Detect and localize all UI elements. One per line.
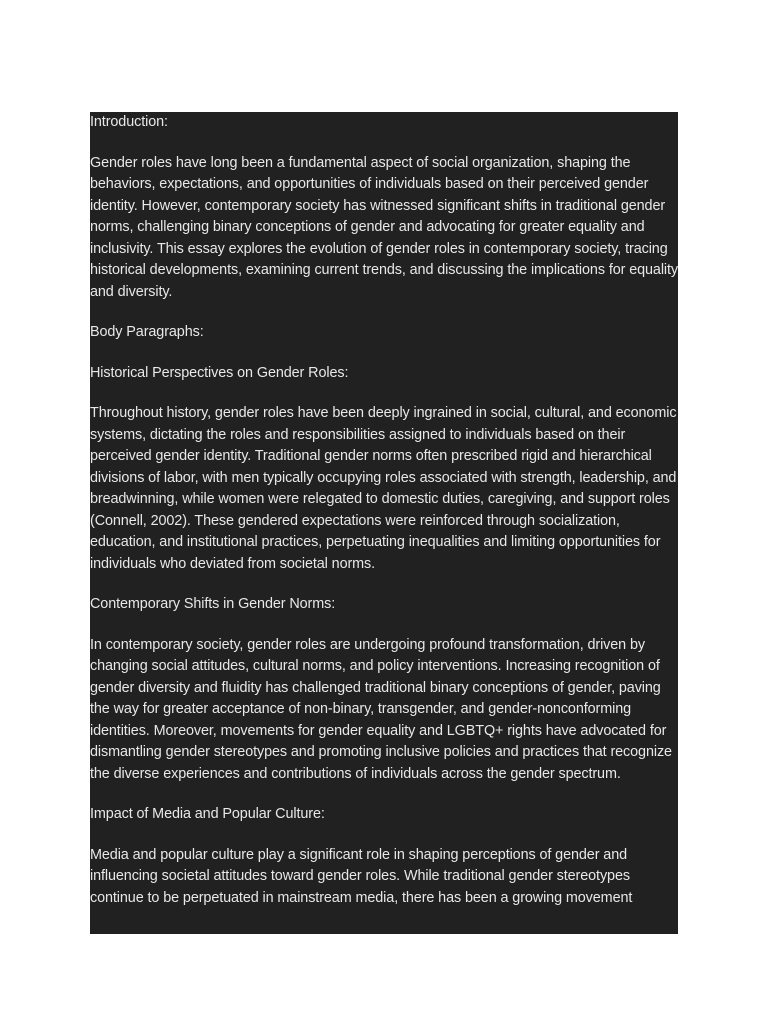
- paragraph-contemporary-shifts: In contemporary society, gender roles are undergoing profound transformation, driven by changing social attitudes, cultural norms, and policy interventions. Increasing recognition of gender diversity and fluidity has challenged traditional binary conceptions of gender, paving the way for greater acceptance of non-binary, transgender, and gender-nonconforming identities. Moreover, movements for gender equality and LGBTQ+ rights have advocated for dismantling gender stereotypes and promoting inclusive policies and practices that recognize the diverse experiences and contributions of individuals across the gender spectrum.: [90, 636, 672, 782]
- paragraph-introduction: Gender roles have long been a fundamental aspect of social organization, shaping the behaviors, expectations, and opportunities of individuals based on their perceived gender identity. However, contemporary society has witnessed significant shifts in traditional gender norms, challenging binary conceptions of gender and advocating for greater equality and inclusivity. This essay explores the evolution of gender roles in contemporary society, tracing historical developments, examining current trends, and discussing the implications for equality and diversity.: [90, 154, 678, 300]
- paragraph-historical-perspectives: Throughout history, gender roles have been deeply ingrained in social, cultural, and economic systems, dictating the roles and responsibilities assigned to individuals based on their perceived gender identity. Traditional gender norms often prescribed rigid and hierarchical divisions of labor, with men typically occupying roles associated with strength, leadership, and breadwinning, while women were relegated to domestic duties, caregiving, and support roles (Connell, 2002). These gendered expectations were reinforced through socialization, education, and institutional practices, perpetuating inequalities and limiting opportunities for individuals who deviated from societal norms.: [90, 405, 677, 572]
- section-heading-body-paragraphs: Body Paragraphs:: [90, 324, 204, 340]
- section-heading-media-impact: Impact of Media and Popular Culture:: [90, 806, 325, 822]
- section-heading-contemporary-shifts: Contemporary Shifts in Gender Norms:: [90, 596, 336, 612]
- document-body: [90, 112, 678, 909]
- document-text-block: [90, 112, 678, 934]
- paragraph-media-impact: Media and popular culture play a significant role in shaping perceptions of gender and influencing societal attitudes toward gender roles. While traditional gender stereotypes continue to be perpetuated in mainstream media, there has been a growing movement: [90, 846, 633, 906]
- section-heading-introduction: Introduction:: [90, 114, 168, 130]
- section-heading-historical-perspectives: Historical Perspectives on Gender Roles:: [90, 364, 349, 381]
